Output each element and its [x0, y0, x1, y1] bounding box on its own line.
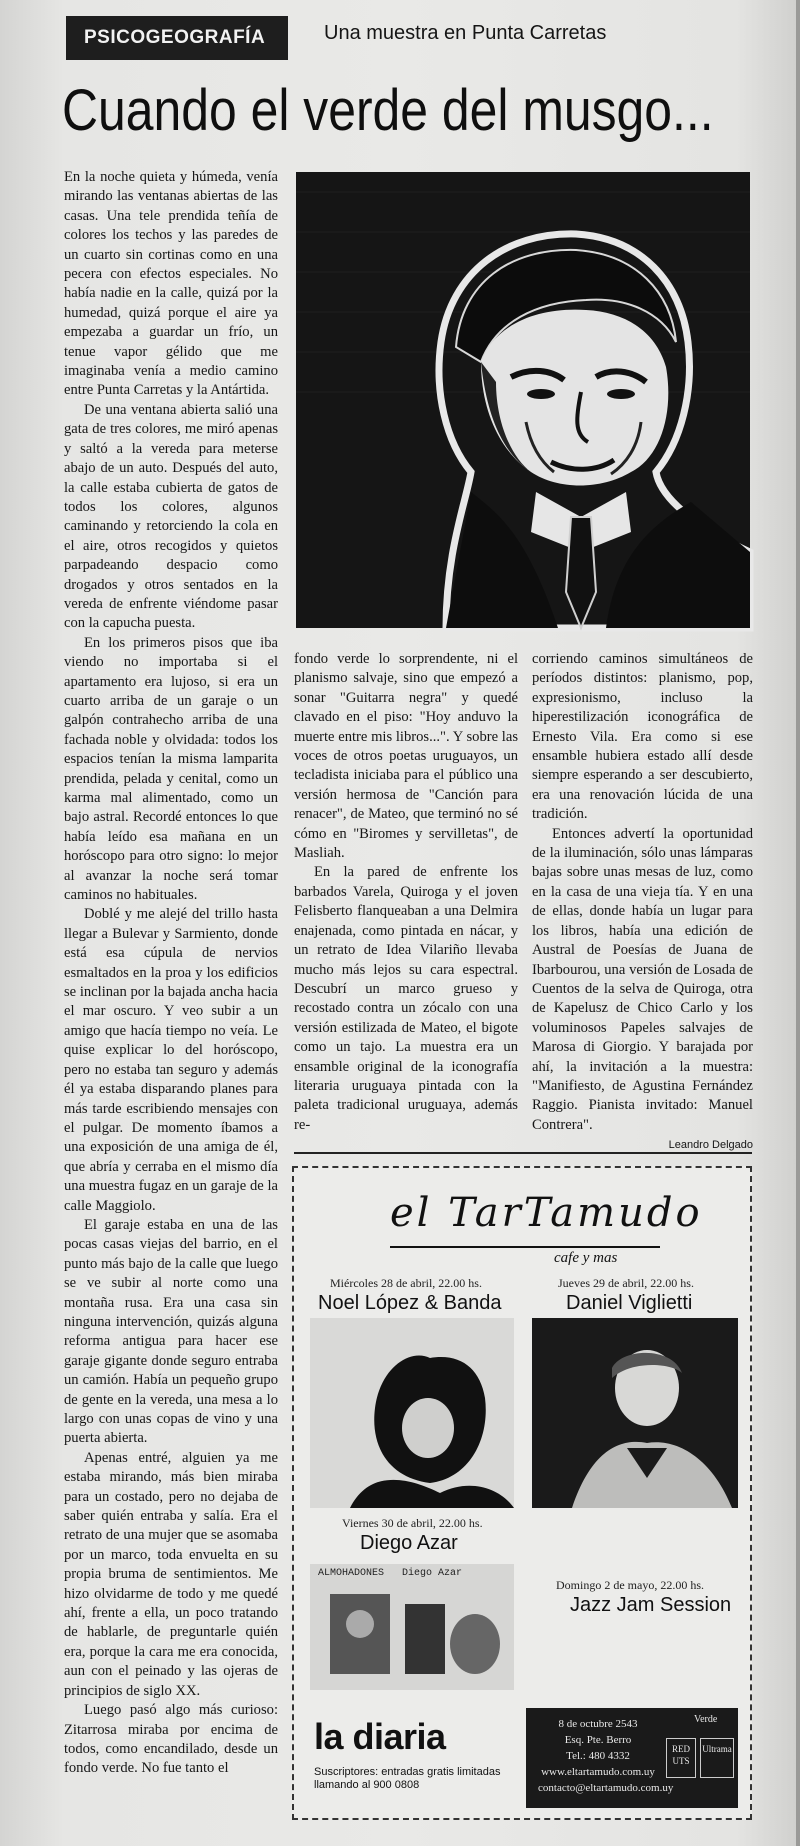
event-name: Daniel Viglietti [566, 1292, 693, 1314]
phone: Tel.: 480 4332 [566, 1750, 630, 1762]
event-name: Diego Azar [360, 1532, 458, 1554]
paragraph: En la noche quieta y húmeda, venía mirando las ventanas abiertas de las casas. Una tele prendida teñía de colores los techos y las paredes de un cuarto sin cortinas como en una pecera con efectos especiales. No había nadie en la calle, quizá por la humedad, quizá porque el aire ya empezaba a guardar un frío, un tenue vapor gélido que me imaginaba venía a medio camino entre Punta Carretas y la Antártida. [64, 169, 278, 399]
divider [294, 1152, 752, 1154]
address-line: 8 de octubre 2543 [558, 1718, 638, 1730]
event-photo [310, 1318, 514, 1508]
event-date: Domingo 2 de mayo, 22.00 hs. [556, 1578, 704, 1592]
website: www.eltartamudo.com.uy [541, 1766, 655, 1778]
ad-logo: el TarTamudo [390, 1190, 703, 1236]
venue-contact [526, 1708, 738, 1808]
kicker: Una muestra en Punta Carretas [324, 22, 607, 44]
paragraph: Entonces advertí la oportunidad de la iluminación, sólo unas lámparas bajas sobre unas mesas de luz, como en la casa de una vieja tía. Y en una de ellas, donde había un lugar para los libros, había una edición de Austral de Poesías de Juana de Ibarbourou, una versión de Losada de Cuentos de la selva de Quiroga, otra de Kapelusz de Chico Carlo y los voluminosos Papeles salvajes de Marosa di Giorgio. Y barajada por ahí, la invitación a la muestra: "Manifiesto, de Agustina Fernández Raggio. Pianista invitado: Manuel Contrera". [532, 825, 753, 1133]
email: contacto@eltartamudo.com.uy [538, 1782, 674, 1794]
sponsor-note: Suscriptores: entradas gratis limitadas llamando al 900 0808 [314, 1766, 501, 1791]
event-name: Noel López & Banda [318, 1292, 502, 1314]
article-column-2 [294, 650, 518, 1140]
badge-ultrama: Ultrama [700, 1738, 734, 1778]
portrait-icon [296, 172, 750, 628]
event-date: Viernes 30 de abril, 22.00 hs. [342, 1516, 483, 1530]
paragraph: El garaje estaba en una de las pocas casas viejas del barrio, en el punto más bajo de la calle que luego se ve subir al norte como una montaña rusa. Era una casa sin ninguna intervención, quizás alguna reforma antigua para hacer ese garaje gigante donde seguro entraba un camión. Había un pequeño grupo de gente en la vereda, una mesa a lo largo con unas copas de vino y una puerta abierta. [64, 1216, 278, 1447]
event-photo [532, 1318, 738, 1508]
paragraph: De una ventana abierta salió una gata de tres colores, me miró apenas y saltó a la vereda para meterse abajo de un auto. Después del auto, la calle estaba cubierta de gatos de todos los colores, algunos caminando y retorciendo la cola en el aire, otros recogidos y quietos parpadeando despacio como drogados y otros sentados en la vereda de enfrente viéndome pasar con la capucha puesta. [64, 401, 278, 632]
paragraph: En la pared de enfrente los barbados Varela, Quiroga y el joven Felisberto flanqueaban a una Delmira enajenada, como pintada en nácar, y un retrato de Idea Vilariño llevaba mucho más lejos su cara espectral. Descubrí un marco grueso y recostado contra un zócalo con una versión estilizada de Mateo, el bigote como un tajo. La muestra era un ensamble original de la iconografía literaria uruguaya pintada con la paleta tradicional uruguaya, además re- [294, 864, 518, 1133]
article-column-3 [532, 650, 753, 1152]
paragraph: fondo verde lo sorprendente, ni el planismo salvaje, sino que empezó a sonar "Guitarra negra" y quedé clavado en el piso: "Hoy anduvo la muerte entre mis libros...". Y sobre las voces de otros poetas uruguayos, un tecladista iniciaba para el público una versión hermosa de "Canción para renacer", de Mateo, que terminó no sé cómo en "Biromes y servilletas", de Masliah. [294, 651, 518, 862]
poster-text: ALMOHADONES Diego Azar [318, 1568, 463, 1579]
ad-tagline: cafe y mas [554, 1250, 618, 1266]
paragraph: corriendo caminos simultáneos de períodos distintos: planismo, pop, expresionismo, incluso la hiperestilización iconográfica de Ernesto Vila. Era como si ese ensamble hubiera estado allí desde siempre esperando a ser descubierto, era una renovación lúcida de una tradición. [532, 651, 753, 823]
section-tag: PSICOGEOGRAFÍA [66, 16, 288, 60]
badge-label: Verde [694, 1714, 718, 1725]
logo-underline [390, 1246, 660, 1248]
advertisement [292, 1166, 752, 1820]
performer-photo-icon [310, 1318, 514, 1508]
event-name: Jazz Jam Session [570, 1594, 732, 1616]
headline: Cuando el verde del musgo... [62, 78, 714, 143]
venue-address [538, 1716, 674, 1796]
sponsor-logo: la diaria [314, 1716, 446, 1757]
byline: Leandro Delgado [668, 1139, 753, 1152]
event-date: Miércoles 28 de abril, 22.00 hs. [330, 1276, 482, 1290]
paragraph: Luego pasó algo más curioso: Zitarrosa miraba por encima de todos, como encandilado, desde un fondo verde. No fue tanto el [64, 1702, 278, 1777]
paragraph: Doblé y me alejé del trillo hasta llegar a Bulevar y Sarmiento, donde está esa cúpula de nervios esmaltados en la proa y los edificios se inclinan por la bajada ancha hacia el mar oscuro. Y veo subir a un amigo que hacía tiempo no veía. Le quise explicar lo del horóscopo, pero no estaba tan seguro y además él ya estaba disparando planes para más tarde escribiendo mensajes con el pulgar. De momento íbamos a una exposición de una amiga de él, que abría y cerraba en el mismo día una muestra fugaz en un garaje de la calle Maggiolo. [64, 906, 278, 1214]
portrait-illustration [296, 172, 750, 628]
article-column-1 [64, 168, 278, 1838]
address-line: Esq. Pte. Berro [564, 1734, 632, 1746]
performer-photo-icon [532, 1318, 738, 1508]
poster-art-icon [310, 1564, 514, 1690]
event-poster [310, 1564, 514, 1690]
paragraph: Apenas entré, alguien ya me estaba mirando, más bien miraba para un costado, pero no dejaba de saber quién entraba y salía. Era el retrato de una mujer que se asomaba por un marco, toda envuelta en su propia bruma de sentimientos. Me hizo olvidarme de todo y me quedé ahí, frente a ella, un poco tratando de hablarle, de preguntarle quién era, porque la cara me era conocida, aun con el peinado y las ojeras de principios de siglo XX. [64, 1449, 278, 1699]
event-date: Jueves 29 de abril, 22.00 hs. [558, 1276, 694, 1290]
badge-red-uts: RED UTS [666, 1738, 696, 1778]
paragraph: En los primeros pisos que iba viendo no importaba si el apartamento era lujoso, si era un cuarto arriba de un garaje o un galpón contrahecho arriba de una fachada noble y olvidada: todos los espacios tenían la misma lamparita prendida, pelada y cenital, como un karma mal alimentado, como un bajo astral. Recordé entonces lo que había leído esa mañana en un horóscopo para otro signo: lo mejor al avanzar la noche será tomar caminos no habituales. [64, 634, 278, 904]
scan-edge [796, 0, 800, 1846]
